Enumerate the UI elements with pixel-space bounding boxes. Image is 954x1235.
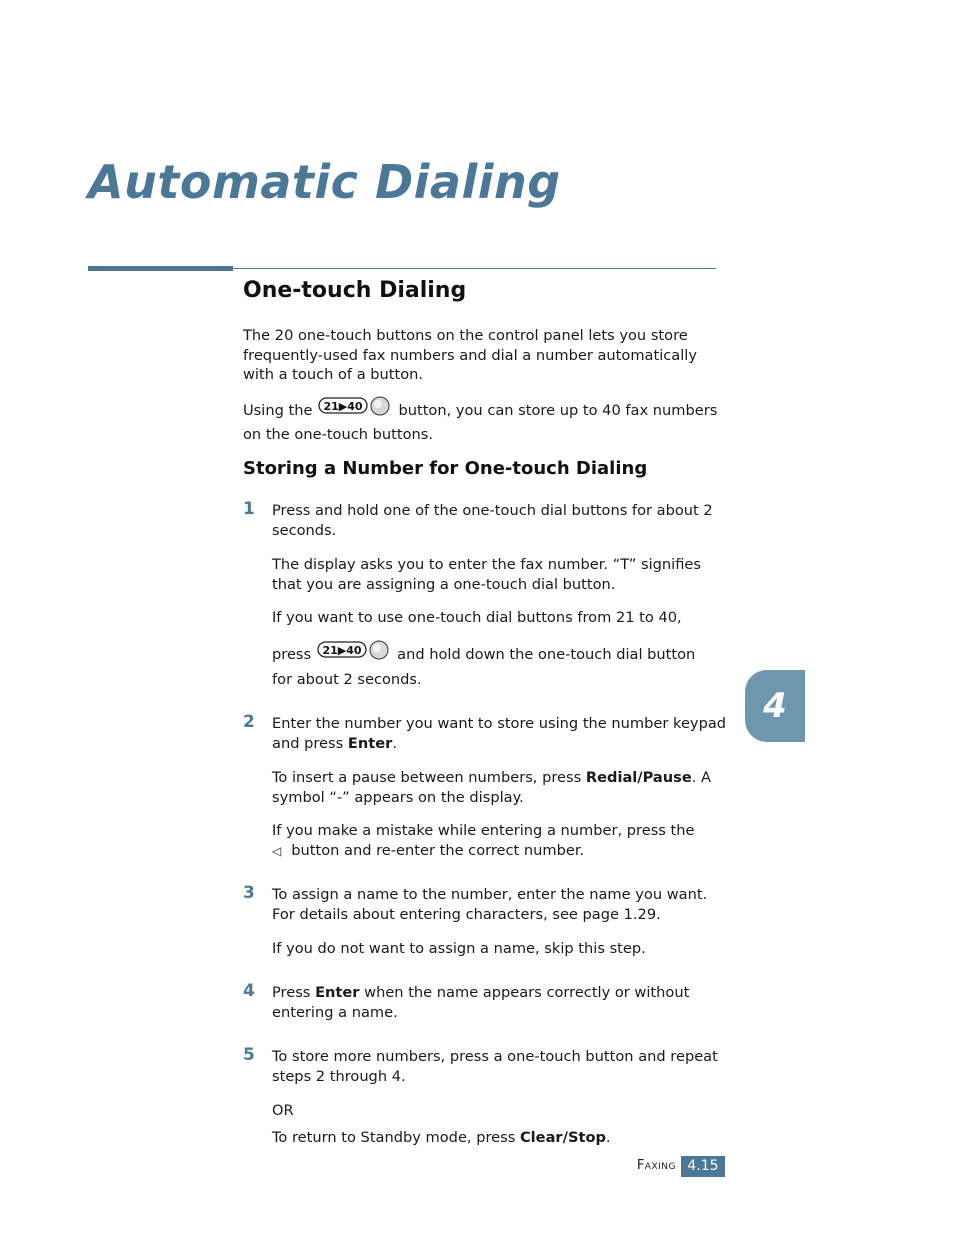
step-5-return-note: To return to Standby mode, press Clear/Stop. xyxy=(272,1129,611,1146)
step-5-or: OR xyxy=(272,1102,294,1119)
using-text-before: Using the xyxy=(243,401,313,419)
shift-button-label: 21▶40 xyxy=(323,400,363,413)
back-arrow-icon: ◁ xyxy=(272,843,282,858)
step-3-note: If you do not want to assign a name, skip this step. xyxy=(272,940,646,957)
sub-heading: Storing a Number for One-touch Dialing xyxy=(243,458,648,479)
heading-rule-accent xyxy=(88,266,233,271)
redial-pause-key-label: Redial/Pause xyxy=(585,769,692,786)
step-2-mistake-note: If you make a mistake while entering a number, press the ◁ button and re-enter the correct number. xyxy=(272,822,695,859)
step-1-range-note: If you want to use one-touch dial buttons from 21 to 40, xyxy=(272,609,682,626)
chapter-tab: 4 xyxy=(745,670,805,742)
clear-stop-key-label: Clear/Stop xyxy=(519,1129,606,1146)
press-after-text: and hold down the one-touch dial button xyxy=(397,645,696,663)
step-number: 4 xyxy=(243,981,255,1001)
press-word: press xyxy=(272,645,312,663)
step-4-text: Press Enter when the name appears correctly or without entering a name. xyxy=(272,984,690,1021)
footer-section-label: Faxing xyxy=(636,1158,676,1173)
using-shift-paragraph xyxy=(243,397,723,444)
shift-button-label: 21▶40 xyxy=(322,644,362,657)
shift-21-40-button-icon xyxy=(317,639,391,667)
step-5-text: To store more numbers, press a one-touch button and repeat steps 2 through 4. xyxy=(272,1048,718,1085)
step-1-duration: for about 2 seconds. xyxy=(272,671,422,688)
enter-key-label: Enter xyxy=(347,734,393,752)
step-2-pause-note: To insert a pause between numbers, press Redial/Pause. A symbol “-” appears on the display. xyxy=(272,769,712,806)
page-title: Automatic Dialing xyxy=(88,155,561,209)
section-heading: One-touch Dialing xyxy=(243,278,467,303)
step-number: 5 xyxy=(243,1045,255,1065)
footer-page-number: 4.15 xyxy=(681,1156,725,1177)
step-1-text: Press and hold one of the one-touch dial buttons for about 2 seconds. xyxy=(272,502,713,539)
intro-paragraph: The 20 one-touch buttons on the control panel lets you store frequently-used fax numbers and dial a number automatically with a touch of a button. xyxy=(243,327,697,383)
step-1-press-row xyxy=(272,641,727,669)
step-number: 2 xyxy=(243,712,255,732)
step-number: 3 xyxy=(243,883,255,903)
step-3-text: To assign a name to the number, enter the name you want. For details about entering characters, see page 1.29. xyxy=(272,886,708,923)
enter-key-label: Enter xyxy=(315,984,360,1001)
step-1-note: The display asks you to enter the fax number. “T” signifies that you are assigning a one-touch dial button. xyxy=(272,556,701,593)
step-number: 1 xyxy=(243,499,255,519)
using-text-after: button, you can store up to 40 fax numbers on the one-touch buttons. xyxy=(243,401,718,443)
shift-21-40-button-icon xyxy=(318,395,392,423)
step-2-text: Enter the number you want to store using the number keypad and press Enter. xyxy=(272,715,727,752)
